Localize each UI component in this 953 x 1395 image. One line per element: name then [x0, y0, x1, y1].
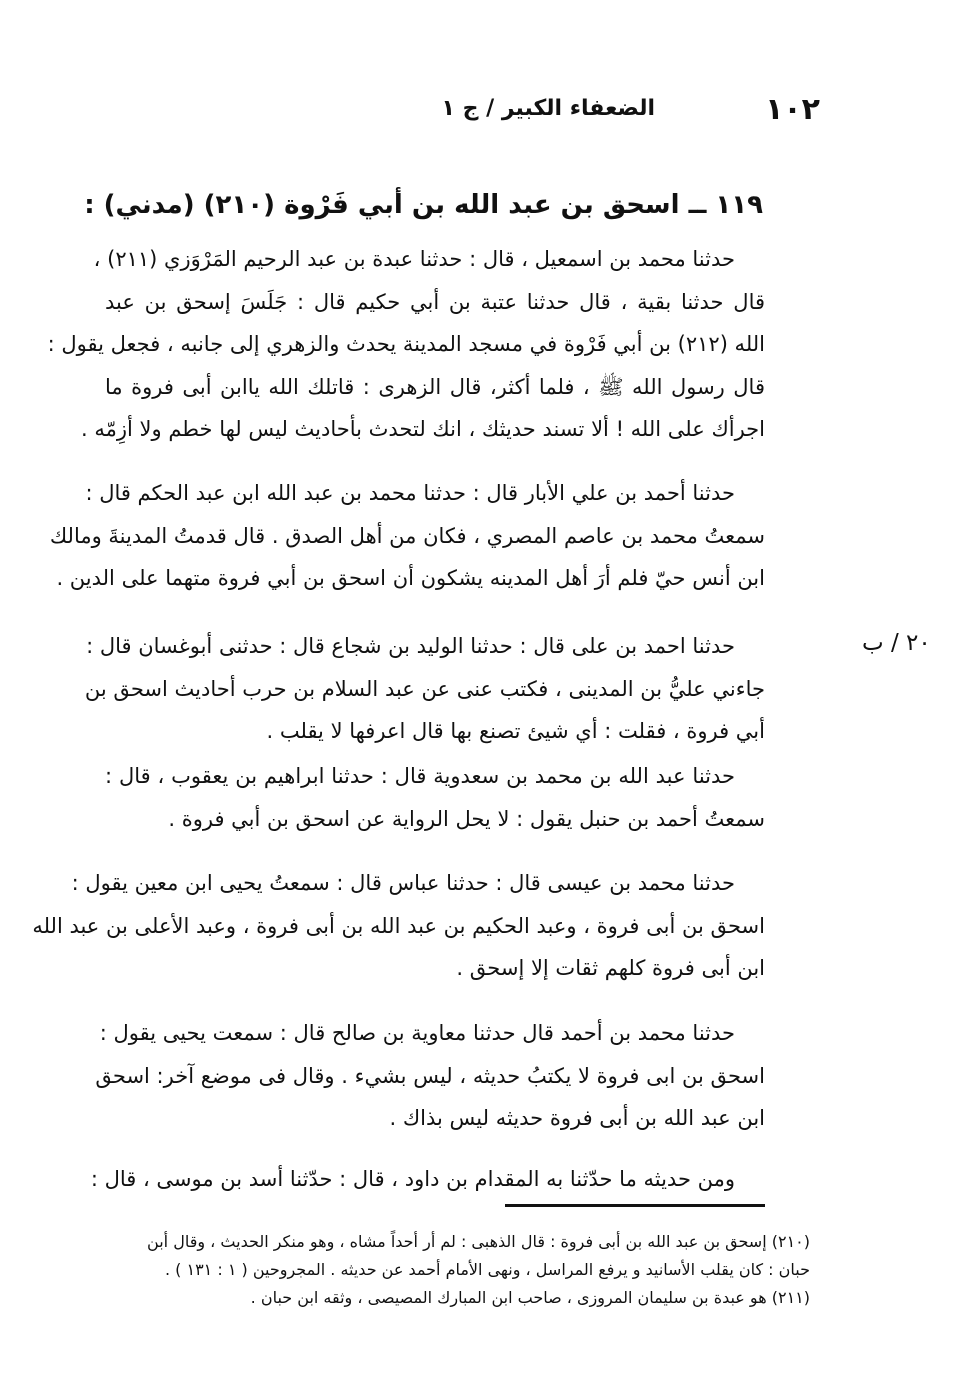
running-header — [410, 92, 820, 132]
text-line: الله (٢١٢) بن أبي فَرْوة في مسجد المدينة يحدث والزهري إلى جانبه ، فجعل يقول : — [47, 332, 765, 356]
text-line: ابن أنس حيّ فلم أرَ أهل المدينه يشكون أن اسحق بن أبي فروة متهما على الدين . — [56, 566, 765, 590]
text-line: حدثنا عبد الله بن محمد بن سعدوية قال : حدثنا ابراهيم بن يعقوب ، قال : — [105, 764, 735, 788]
paragraph-6 — [95, 1012, 765, 1140]
book-title: الضعفاء الكبير / ج ١ — [441, 96, 655, 121]
text-line: ابن عبد الله بن أبى فروة حديثه ليس بذاك . — [389, 1106, 765, 1130]
footnotes — [120, 1228, 810, 1312]
footnote-line: (٢١١) هو عبدة بن سليمان المروزى ، صاحب ابن المبارك المصيصى ، وثقه ابن حبان . — [250, 1288, 810, 1307]
text-line: سمعتُ محمد بن عاصم المصري ، فكان من أهل الصدق . قال قدمتُ المدينةَ ومالك — [49, 523, 765, 548]
paragraph-4 — [105, 755, 765, 840]
text-line: ابن أبى فروة كلهم ثقات إلا إسحق . — [456, 956, 765, 980]
footnote-line: حبان : كان يقلب الأسانيد و يرفع المراسل ، ونهى الأمام أحمد عن حديثه . المجروحين ( ١ : ١٣١ ) . — [164, 1260, 810, 1279]
text-line: جاءني عليُّ بن المدينى ، فكتب عنى عن عبد السلام بن حرب أحاديث اسحق بن — [84, 676, 765, 701]
text-line: حدثنا محمد بن اسمعيل ، قال : حدثنا عبدة بن عبد الرحيم المَرْوَزي (٢١١) ، — [93, 247, 735, 271]
text-line: حدثنا أحمد بن علي الأبار قال : حدثنا محمد بن عبد الله ابن عبد الحكم قال : — [85, 481, 735, 505]
paragraph-3 — [84, 625, 765, 753]
text-line: اسحق بن ابى فروة لا يكتبُ حديثه ، ليس بشيء . وقال فى موضع آخر: اسحق — [95, 1063, 765, 1088]
paragraph-2 — [49, 472, 765, 600]
paragraph-7 — [90, 1158, 765, 1201]
text-line: أبي فروة ، فقلت : أي شيئ تصنع بها قال اعرفها لا يقلب . — [266, 719, 765, 743]
footnote-separator — [505, 1204, 765, 1207]
text-line: حدثنا احمد بن على قال : حدثنا الوليد بن شجاع قال : حدثنى أبوغسان قال : — [86, 634, 735, 658]
text-line: اسحق بن أبى فروة ، وعبد الحكيم بن عبد الله بن أبى فروة ، وعبد الأعلى بن عبد الله — [32, 913, 765, 938]
text-line: حدثنا محمد بن عيسى قال : حدثنا عباس قال : سمعتُ يحيى ابن معين يقول : — [71, 871, 735, 895]
text-line: قال رسول الله ﷺ ، فلما أكثر، قال الزهرى : قاتلك الله ياابن أبى فروة ما — [105, 374, 765, 399]
text-line: اجرأك على الله ! ألا تسند حديثك ، انك لتحدث بأحاديث ليس لها خطم ولا أزِمّه . — [81, 417, 765, 441]
footnote-line: (٢١٠) إسحق بن عبد الله بن أبى فروة : قال الذهبى : لم أر أحداً مشاه ، وهو منكر الحديث ، وقال أبن — [147, 1232, 810, 1251]
text-line: قال حدثنا بقية ، قال حدثنا عتبة بن أبي حكيم قال : جَلَسَ إسحق بن عبد — [105, 289, 765, 314]
text-line: سمعتُ أحمد بن حنبل يقول : لا يحل الرواية عن اسحق بن أبي فروة . — [168, 806, 765, 831]
page-number: ١٠٢ — [765, 92, 820, 127]
text-line: ومن حديثه ما حدّثنا به المقدام بن داود ، قال : حدّثنا أسد بن موسى ، قال : — [90, 1167, 735, 1191]
entry-heading: ١١٩ ــ اسحق بن عبد الله بن أبي فَرْوة (٢١٠) (مدني) : — [84, 190, 763, 220]
paragraph-5 — [32, 862, 765, 990]
paragraph-1 — [47, 238, 765, 451]
manuscript-folio-note: ٢٠ / ب — [862, 630, 931, 656]
text-line: حدثنا محمد بن أحمد قال حدثنا معاوية بن صالح قال : سمعت يحيى يقول : — [99, 1021, 735, 1045]
